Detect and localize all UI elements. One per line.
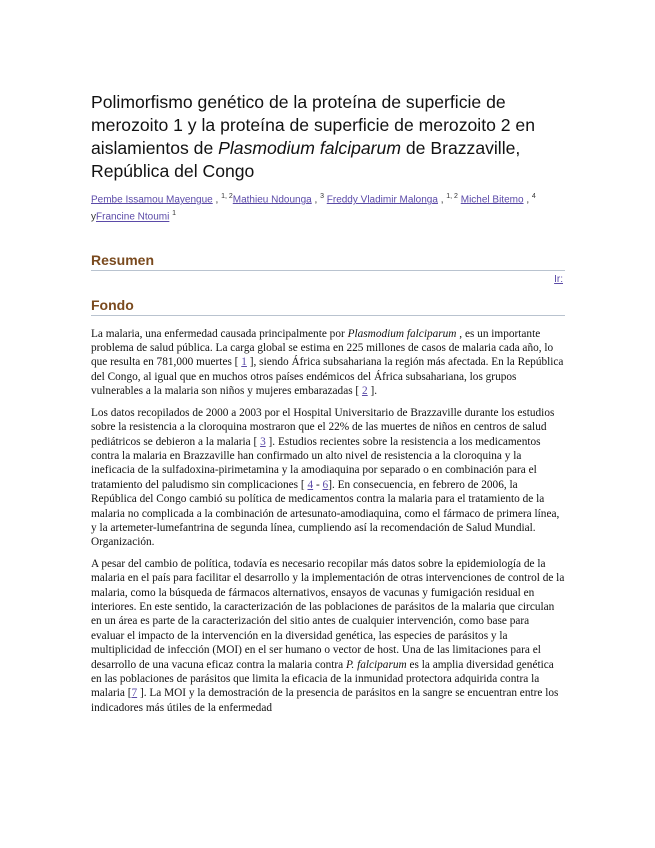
paragraph-text: - — [313, 478, 323, 491]
author-link[interactable]: Pembe Issamou Mayengue — [91, 194, 213, 206]
paragraph-text: ], siendo África subsahariana la región más afectada. En la República del Congo, al igual que en muchos otros países endémicos del África subsahariana, los grupos vulnerables a la malaria son niños y mujeres embarazadas [ — [91, 356, 564, 398]
body-paragraph — [91, 406, 565, 550]
title-text-end: de Brazzaville, República del Congo — [91, 138, 521, 181]
author-affiliation: 1, 2 — [221, 193, 233, 200]
author-link[interactable]: Mathieu Ndounga — [232, 194, 312, 206]
author-separator: , — [526, 194, 530, 206]
author-separator: , — [440, 194, 444, 206]
resumen-toggle-row — [91, 271, 565, 291]
author-link[interactable]: Michel Bitemo — [460, 194, 524, 206]
section-heading-resumen: Resumen — [91, 252, 565, 271]
species-name: P. falciparum — [345, 658, 407, 671]
author-affiliation: 1 — [172, 210, 177, 218]
paragraph-text: Los datos recopilados de 2000 a 2003 por el Hospital Universitario de Brazzaville durante los estudios sobre la resistencia a la cloroquina mostraron que el 22% de las muertes de niños en centros de salud pediátricos se debieron a la malaria [ — [91, 406, 555, 448]
body-paragraph — [91, 327, 565, 399]
title-species: Plasmodium falciparum — [218, 138, 401, 158]
paragraph-text: La malaria, una enfermedad causada principalmente por — [91, 327, 348, 340]
goto-link[interactable]: Ir: — [554, 273, 563, 285]
body-paragraph — [91, 557, 565, 715]
section-heading-fondo: Fondo — [91, 297, 565, 316]
citation-link[interactable]: 3 — [260, 435, 266, 448]
paragraph-text: ]. La MOI y la demostración de la presencia de parásitos en la sangre se encuentran entre los indicadores más útiles de la enfermedad — [91, 687, 559, 714]
author-link[interactable]: Freddy Vladimir Malonga — [326, 194, 438, 206]
author-conjunction: y — [91, 211, 96, 223]
author-separator: , — [215, 194, 219, 206]
paragraph-text: es la amplia diversidad genética en las poblaciones de parásitos que limita la eficacia de la inmunidad protectora adquirida contra la malaria [ — [91, 658, 554, 700]
paragraph-text: , es un importante problema de salud pública. La carga global se estima en 225 millones de casos de malaria cada año, lo que resulta en 781,000 muertes [ — [91, 327, 554, 369]
citation-link[interactable]: 4 — [307, 478, 314, 491]
citation-link[interactable]: 1 — [241, 356, 247, 369]
citation-link[interactable]: 7 — [131, 687, 138, 700]
paragraph-text: A pesar del cambio de política, todavía es necesario recopilar más datos sobre la epidemiología de la malaria en el país para facilitar el desarrollo y la implementación de otras intervenciones de control de la malaria, como la búsqueda de fármacos alternativos, ensayos de vacunas y fumigación residual en interiores. En este sentido, la caracterización de las poblaciones de parásitos de la malaria que circulan en un área es parte de la caracterización del sitio antes de cualquier intervención, como base para evaluar el impacto de la intervención en la diversidad genética, las especies de parásitos y la multiplicidad de infección (MOI) en el ser humano o vector de host. Una de las limitaciones para el desarrollo de una vacuna eficaz contra la malaria contra — [91, 557, 565, 671]
author-affiliation: 1, 2 — [446, 193, 458, 200]
species-name: Plasmodium falciparum — [347, 327, 457, 340]
title-text: Polimorfismo genético de la proteína de superficie de merozoito 1 y la proteína de superficie de merozoito 2 en aislamientos de — [91, 92, 536, 158]
paragraph-text: ]. En consecuencia, en febrero de 2006, la República del Congo cambió su política de medicamentos contra la malaria para el tratamiento de la malaria no complicada a la combinación de artesunato-amodiaquina, como el fármaco de primera línea, y la artemeter-lumefantrina de segunda línea, cumpliendo así la recomendación de Salud Mundial. Organización. — [91, 478, 560, 549]
author-affiliation: 4 — [531, 193, 536, 200]
article-title — [91, 91, 565, 183]
author-list — [91, 190, 565, 225]
author-link[interactable]: Francine Ntoumi — [96, 211, 170, 223]
article — [91, 91, 565, 715]
author-affiliation: 3 — [320, 193, 324, 200]
author-separator: , — [314, 194, 318, 206]
citation-link[interactable]: 6 — [322, 478, 329, 491]
citation-link[interactable]: 2 — [362, 385, 368, 398]
paragraph-text: ]. — [367, 385, 378, 398]
paragraph-text: ]. Estudios recientes sobre la resistencia a los medicamentos contra la malaria en Brazzaville han confirmado un alto nivel de resistencia a la cloroquina y la ineficacia de la sulfadoxina-pirimetamina y la amodiaquina por separado o en combinación para el tratamiento del paludismo sin complicaciones [ — [91, 435, 541, 491]
